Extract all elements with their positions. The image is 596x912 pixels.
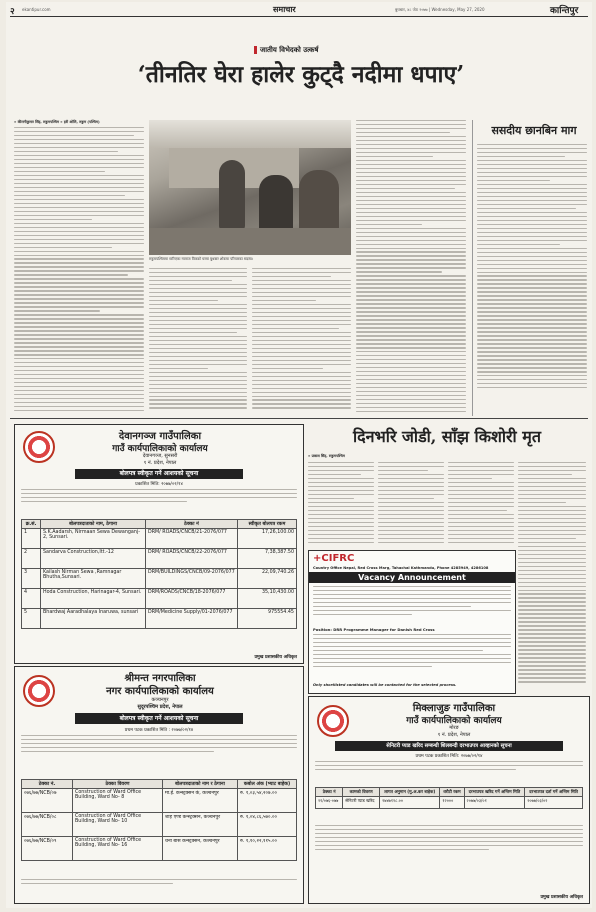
table-cell: रु. १,०४,८६,५७०.०० [238, 813, 297, 837]
kicker-text: जातीय विभेदको उत्कर्ष [260, 46, 319, 54]
table-header: बोलपत्रदाताको नाम र ठेगाना [163, 780, 238, 789]
table-header: दरभाउपत्र दर्ता गर्ने अन्तिम मिति [525, 788, 583, 797]
ad-cifrc [308, 550, 516, 694]
table-header: बोलपत्रदाताको नाम, ठेगाना [41, 520, 146, 529]
table-cell: 975554.45 [238, 609, 297, 629]
masthead [10, 4, 588, 17]
tender-table [21, 779, 297, 861]
table-cell: २७४७१२८.०० [380, 797, 440, 809]
table-cell: Construction of Ward Office Building, Ward No- 8 [73, 789, 163, 813]
lead-photo [149, 120, 351, 255]
table-cell: 4 [22, 589, 41, 609]
cifrc-body-1 [313, 586, 511, 626]
ad-devanganj-notice-date: प्रकाशित मिति: २०७७/०२/१४ [135, 482, 183, 487]
table-cell: 22,09,740.26 [238, 569, 297, 589]
section-divider [10, 418, 588, 419]
table-row [22, 813, 297, 837]
page-number: २ [10, 7, 15, 17]
ad-miklajung-body [315, 761, 583, 787]
table-header: स्वीकृत बोलपत्र रकम [238, 520, 297, 529]
table-cell: Kailash Nirman Sewa ,Ramnagar Bhutha,Sunsari. [41, 569, 146, 589]
ad-miklajung-office: गाउँ कार्यपालिकाको कार्यालय [406, 716, 502, 726]
ad-shrimanta [14, 666, 304, 904]
table-header: ठेक्का नं [146, 520, 238, 529]
table-cell: 17,26,100.00 [238, 529, 297, 549]
cifrc-logo: +CIFRC [313, 553, 355, 564]
ad-devanganj-province: १ नं. प्रदेश, नेपाल [143, 460, 177, 466]
tender-table [315, 787, 583, 809]
table-cell: DRM/ ROADS/CNCB/22-2076/077 [146, 549, 238, 569]
sidebar-story [472, 120, 591, 416]
ad-shrimanta-title: श्रीमन्त नगरपालिका [124, 673, 196, 684]
table-cell: 2 [22, 549, 41, 569]
table-row [22, 789, 297, 813]
photo-caption: रुकुमपश्चिममा मारिएका नवराज विकको घरमा बुधबार शोकमा परिवारका सदस्य। [149, 257, 254, 261]
table-cell: ०७६/७७/NCB/०८ [22, 813, 73, 837]
table-cell: ०७६/७७/NCB/०९ [22, 837, 73, 861]
table-header: कामको विवरण [343, 788, 380, 797]
table-header: कबोल अंक (भ्याट बाहेक) [238, 780, 297, 789]
nepal-emblem-icon [23, 431, 55, 463]
cifrc-office: Country Office Nepal, Red Cross Marg, Tahachal Kathmandu, Phone 4285949, 4286108 [313, 566, 489, 570]
table-cell: रु. १,१०,२२,११५.०० [238, 837, 297, 861]
table-cell: 5 [22, 609, 41, 629]
table-cell: सेनिटरी प्याड खरिद [343, 797, 380, 809]
table-cell: रु. १,०३,५४,२०७.०० [238, 789, 297, 813]
ad-shrimanta-notice-bar: बोलपत्र स्वीकृत गर्ने आशयको सूचना [75, 713, 243, 724]
ad-miklajung-district: मोरङ [449, 725, 459, 731]
date-line: बुधबार, ४८ जेठ २०७७ | Wednesday, May 27, 2020 [395, 7, 485, 12]
nepal-emblem-icon [317, 705, 349, 737]
ad-shrimanta-office: नगर कार्यपालिकाको कार्यालय [106, 686, 214, 697]
table-row [316, 797, 583, 809]
ad-devanganj-body [21, 489, 297, 517]
ad-devanganj-address: देवानगञ्ज, सुनसरी [142, 453, 178, 459]
cifrc-title: Vacancy Announcement [309, 572, 515, 583]
lead-column-4 [356, 120, 466, 416]
table-cell: २१/०७६-०७७ [316, 797, 343, 809]
table-header: ठेक्का नं. [22, 780, 73, 789]
ad-shrimanta-province: सुदूरपश्चिम प्रदेश, नेपाल [137, 704, 183, 710]
ad-devanganj-footer: प्रमुख प्रशासकीय अधिकृत [254, 655, 297, 660]
ad-miklajung-title: मिक्लाजुङ गाउँपालिका [412, 703, 496, 714]
table-header: ठेक्का नं [316, 788, 343, 797]
table-row [22, 569, 297, 589]
story2-column-4 [518, 462, 586, 692]
story2-byline: » प्रकाश सिंह, रुकुमपश्चिम [308, 454, 345, 458]
section-label: समाचार [273, 5, 296, 14]
sidebar-title: ससदीय छानबिन माग [491, 124, 577, 137]
table-header: क्र.सं. [22, 520, 41, 529]
table-header: धरौटी रकम [440, 788, 464, 797]
table-cell: Construction of Ward Office Building, Ward No- 10 [73, 813, 163, 837]
story2-column-3 [448, 462, 514, 546]
ad-devanganj-notice-bar: बोलपत्र स्वीकृत गर्ने आशयको सूचना [75, 469, 243, 479]
lead-byline: » कीरानीकुमार सिंह, रुकुमपश्चिम » हरी ओलि, रुकुम (पश्चिम) [14, 120, 100, 124]
ad-miklajung-footer: प्रमुख प्रशासकीय अधिकृत [540, 895, 583, 900]
ad-miklajung [308, 696, 590, 904]
kicker-marker [254, 46, 257, 54]
photo-person-2 [259, 175, 293, 235]
table-cell: 1 [22, 529, 41, 549]
table-cell: २०७७/०३/०२ [525, 797, 583, 809]
table-cell: ०७६/७७/NCB/०७ [22, 789, 73, 813]
photo-ground [149, 228, 351, 255]
table-cell: 7,38,387.50 [238, 549, 297, 569]
ad-shrimanta-footer-text [21, 879, 297, 899]
cifrc-position: Position: DRR Programme Manager for Danish Red Cross [313, 627, 435, 632]
ad-devanganj-table [21, 519, 297, 629]
story2-column-2 [378, 462, 444, 546]
lead-headline: ‘तीनतिर घेरा हालेर कुट्दै नदीमा धपाए’ [137, 61, 465, 88]
sidebar-body [477, 144, 587, 394]
table-cell: धना बास कन्स्ट्रक्सन, कञ्चनपुर [163, 837, 238, 861]
photo-person-1 [219, 160, 245, 230]
website: ekantipur.com [22, 7, 51, 12]
table-row [22, 609, 297, 629]
table-cell: 35,10,430.00 [238, 589, 297, 609]
ad-miklajung-terms [315, 825, 583, 885]
table-cell: 3 [22, 569, 41, 589]
ad-shrimanta-table [21, 779, 297, 861]
cifrc-body-2 [313, 634, 511, 680]
newspaper-page [6, 2, 592, 908]
ad-miklajung-notice-bar: सेनिटरी प्याड खरिद सम्बन्धी शिलबन्दी दरभाउपत्र आव्हानको सूचना [335, 741, 563, 751]
table-cell: २०७७/०३/०१ [464, 797, 525, 809]
cifrc-note: Only shortlisted candidates will be contacted for the selected process. [313, 683, 457, 687]
lead-column-3 [252, 268, 351, 416]
kicker [254, 46, 318, 55]
tender-table [21, 519, 297, 629]
table-cell: DRM/ ROADS/CNCB/21-2076/077 [146, 529, 238, 549]
ad-miklajung-table [315, 787, 583, 809]
table-cell: DRM/Medicine Supply/01-2076/077 [146, 609, 238, 629]
ad-miklajung-province: १ नं. प्रदेश, नेपाल [437, 732, 471, 738]
table-cell: Hoda Construction, Harinagar-4, Sunsari. [41, 589, 146, 609]
table-row [22, 529, 297, 549]
table-header: ठेक्का विवरण [73, 780, 163, 789]
table-cell: S.K.Aadarsh, Nirmaan Sewa Dewanganj-2, Sunsari. [41, 529, 146, 549]
table-cell: Bhardwaj Aaradhalaya Inaruwa, sunsari [41, 609, 146, 629]
table-cell: Sandarva Construction,Itt.-12 [41, 549, 146, 569]
table-cell: Construction of Ward Office Building, Ward No- 16 [73, 837, 163, 861]
ad-devanganj-office: गाउँ कार्यपालिकाको कार्यालय [112, 444, 208, 454]
table-header: लागत अनुमान (मु.अ.कर बाहेक) [380, 788, 440, 797]
photo-roof [149, 120, 351, 148]
table-cell: DRM/ROADS/CNCB/18-2076/077 [146, 589, 238, 609]
ad-shrimanta-district: कञ्चनपुर [151, 697, 169, 703]
ad-miklajung-notice-date: प्रथम पटक प्रकाशित मिति: २०७७/०२/१४ [415, 754, 483, 759]
story2-headline: दिनभरि जोडी, साँझ किशोरी मृत [353, 427, 541, 446]
ad-shrimanta-notice-date: प्रथम पटक प्रकाशित मिति : २०७७/०२/१४ [124, 728, 194, 733]
table-row [22, 837, 297, 861]
table-row [22, 589, 297, 609]
table-cell: DRM/BUILDINGS/CNCB/09-2076/077 [146, 569, 238, 589]
table-cell: १२००० [440, 797, 464, 809]
lead-column-1 [14, 127, 144, 417]
ad-shrimanta-body [21, 735, 297, 771]
table-row [22, 549, 297, 569]
table-cell: शाह एण्ड कन्स्ट्रक्सन, कञ्चनपुर [163, 813, 238, 837]
nepal-emblem-icon [23, 675, 55, 707]
ad-devanganj [14, 424, 304, 664]
lead-column-2 [149, 268, 247, 416]
table-header: दरभाउपत्र खरिद गर्ने अन्तिम मिति [464, 788, 525, 797]
ad-devanganj-title: देवानगञ्ज गाउँपालिका [118, 431, 202, 442]
brand-logo: कान्तिपुर [550, 6, 579, 16]
story2-column-1 [308, 462, 374, 546]
table-cell: मा.ई. कन्स्ट्रक्सन कं, कञ्चनपुर [163, 789, 238, 813]
